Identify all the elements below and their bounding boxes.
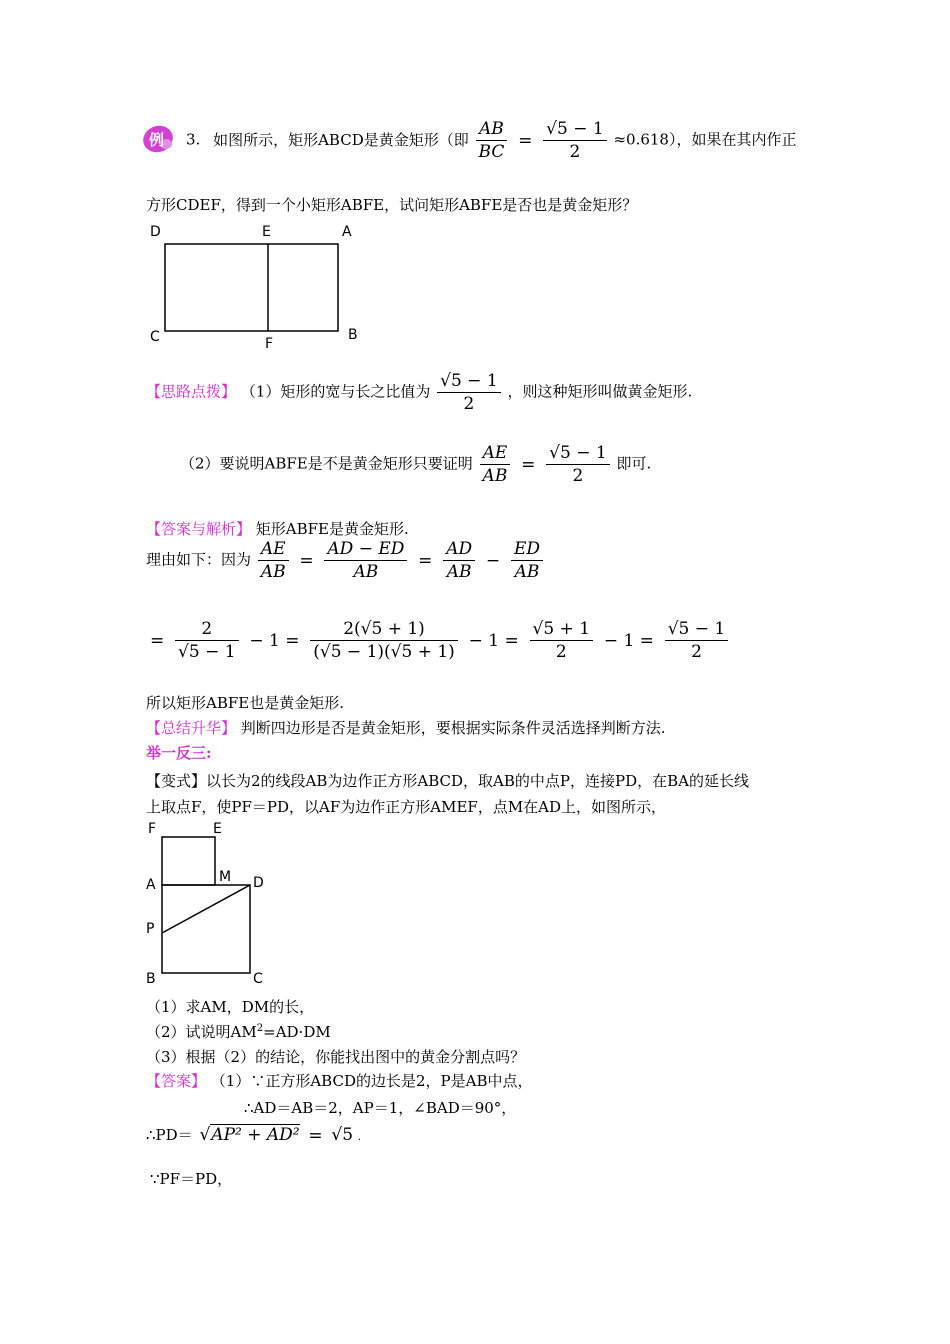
answer-text: 矩形ABFE是黄金矩形. — [255, 520, 409, 538]
label-M: M — [219, 869, 232, 885]
label-F: F — [265, 336, 274, 352]
label-C: C — [150, 329, 160, 345]
example-badge — [140, 124, 182, 156]
answer-line-1 — [146, 518, 409, 539]
label-D: D — [150, 224, 161, 240]
example-badge-icon — [140, 124, 182, 156]
label-E: E — [213, 821, 222, 837]
solution-line-2: ∴AD＝AB＝2，AP＝1，∠BAD＝90°， — [244, 1099, 517, 1117]
hint-p2-after: 即可. — [616, 454, 652, 473]
example-text: 如图所示，矩形ABCD是黄金矩形（即 — [213, 130, 469, 149]
question-3: （3）根据（2）的结论，你能找出图中的黄金分割点吗？ — [146, 1048, 526, 1066]
square-amef — [162, 837, 215, 885]
solution-line-3: ∴PD＝ √AP² + AD² = √5 . — [146, 1125, 362, 1146]
summary-tag: 【总结升华】 — [146, 719, 237, 737]
answer-eq-line-2: = $\frac{2}{√5 - 1}$ − 1 = $\frac{2(√5 + 1)}{(√5 - 1)(√5 + 1)}$ − 1 = $\frac{√5 + 1}{2}$ − 1 = $\frac{√5 - 1}{2}$ — [146, 618, 730, 663]
summary-line — [146, 717, 666, 738]
segment-pd — [162, 885, 250, 933]
label-C: C — [253, 971, 263, 985]
label-P: P — [146, 921, 155, 937]
label-D: D — [253, 875, 264, 891]
example-number: 3. — [186, 130, 201, 149]
question-2: （2）试说明$AM^2=AD\cdot DM$ — [146, 1023, 331, 1041]
solution-line-1: 【答案】 （1）∵正方形ABCD的边长是2，P是AB中点， — [146, 1072, 533, 1090]
label-A: A — [342, 224, 352, 240]
practice-heading: 举一反三: — [146, 744, 212, 762]
example-frac-ab-bc: $\frac{AB}{BC}$ — [476, 118, 508, 163]
svg-text:例: 例 — [149, 131, 165, 149]
hint-line-2: （2）要说明ABFE是不是黄金矩形只要证明 $\frac{AE}{AB}$ = $\frac{√5 - 1}{2}$ 即可. — [180, 443, 652, 486]
label-F: F — [148, 821, 157, 837]
square-abcd — [162, 885, 250, 973]
example-frac-golden: $\frac{√5 - 1}{2}$ — [543, 118, 607, 163]
answer-tag: 【答案与解析】 — [146, 520, 252, 538]
hint-p1-frac: $\frac{√5 - 1}{2}$ — [437, 370, 501, 415]
hint-p2-text: （2）要说明ABFE是不是黄金矩形只要证明 — [180, 454, 473, 473]
example-approx: ≈0.618），如果在其内作正 — [613, 130, 797, 149]
figure-golden-rectangle — [140, 220, 380, 355]
question-1: （1）求AM，DM的长， — [146, 998, 315, 1016]
label-E: E — [262, 224, 271, 240]
rect-abcd — [165, 244, 338, 331]
hint-p1-after: ，则这种矩形叫做黄金矩形. — [507, 382, 693, 401]
label-B: B — [348, 327, 358, 343]
example-line-2: 方形CDEF，得到一个小矩形ABFE，试问矩形ABFE是否也是黄金矩形？ — [146, 196, 638, 214]
solution-line-4: ∵PF＝PD， — [150, 1170, 233, 1188]
variant-line-1: 【变式】以长为2的线段AB为边作正方形ABCD，取AB的中点P，连接PD，在BA的延长线 — [146, 772, 749, 790]
solution-tag: 【答案】 — [146, 1072, 207, 1090]
summary-text: 判断四边形是否是黄金矩形，要根据实际条件灵活选择判断方法. — [240, 719, 666, 737]
hint-p1-text: （1）矩形的宽与长之比值为 — [240, 382, 431, 401]
label-B: B — [146, 971, 156, 985]
hint-line-1 — [146, 370, 692, 415]
answer-eq-line-1: 理由如下：因为 $\frac{AE}{AB}$ = $\frac{AD - ED}{AB}$ = $\frac{AD}{AB}$ − $\frac{ED}{AB}$ — [146, 538, 545, 583]
hint-p2-rhs: $\frac{√5 - 1}{2}$ — [546, 442, 610, 487]
answer-reason: 理由如下：因为 — [146, 550, 252, 569]
hint-tag: 【思路点拨】 — [146, 382, 237, 401]
label-A: A — [146, 877, 156, 893]
hint-p2-frac: $\frac{AE}{AB}$ — [480, 442, 511, 487]
answer-conclusion: 所以矩形ABFE也是黄金矩形. — [146, 694, 344, 712]
figure-square-abcd — [140, 815, 280, 985]
example-line-1: 3. 如图所示，矩形ABCD是黄金矩形（即 $\frac{AB}{BC}$ = $\frac{√5 - 1}{2}$ ≈0.618），如果在其内作正 — [186, 119, 797, 162]
variant-line-2: 上取点F，使PF＝PD，以AF为边作正方形AMEF，点M在AD上，如图所示， — [146, 798, 667, 816]
